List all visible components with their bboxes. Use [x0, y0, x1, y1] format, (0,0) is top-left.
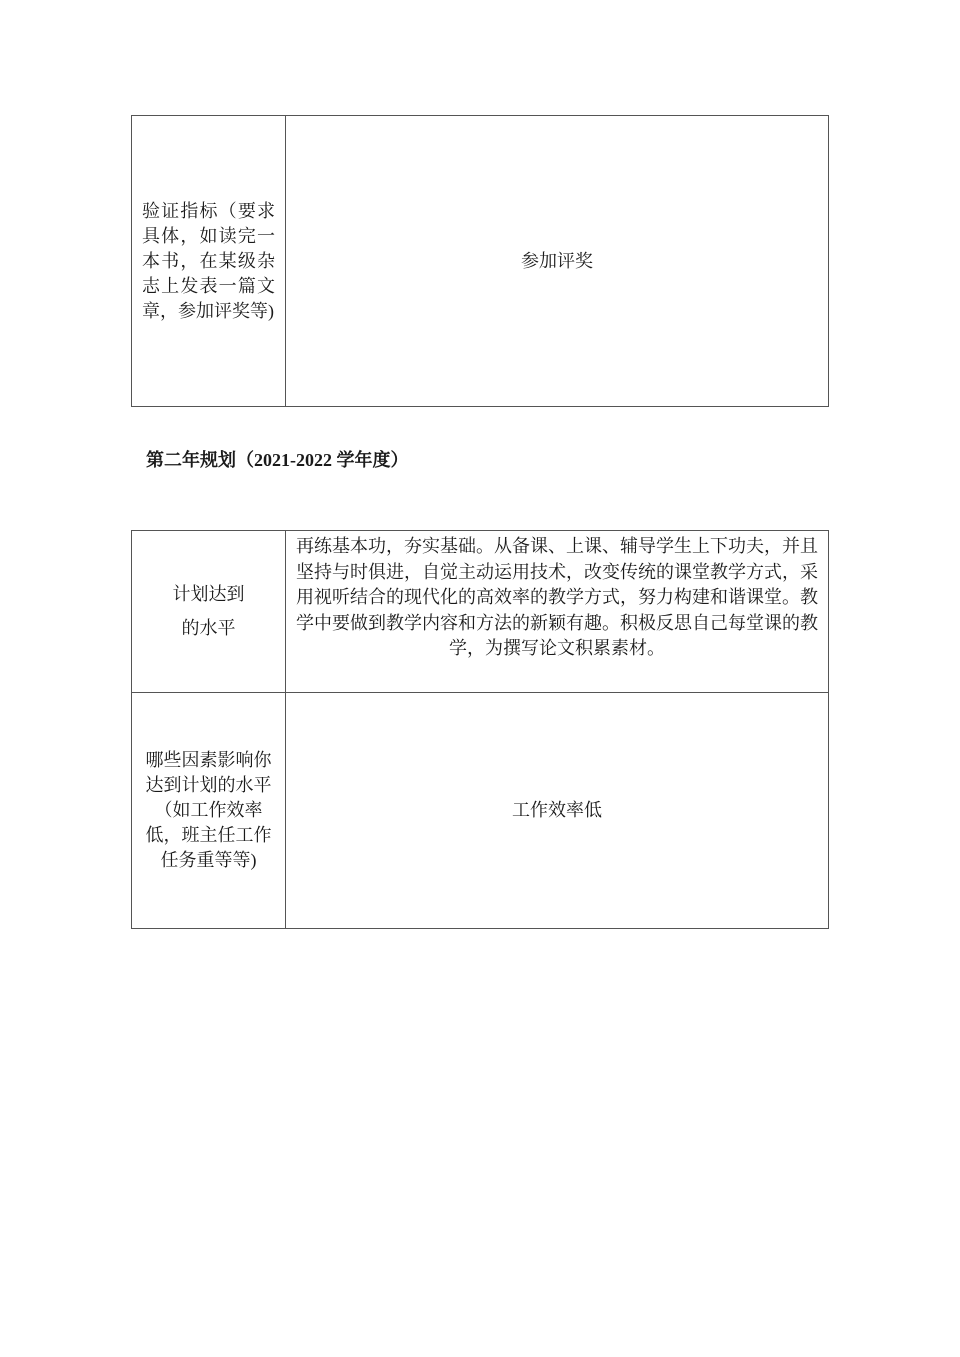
table-row — [132, 531, 828, 692]
factors-label-cell — [132, 693, 286, 928]
plan-level-label-text — [132, 582, 285, 641]
verification-label-cell — [132, 116, 286, 406]
plan-level-label-line1: 计划达到 — [172, 584, 245, 604]
second-year-plan-table — [131, 530, 829, 929]
plan-level-value-text: 再练基本功，夯实基础。从备课、上课、辅导学生上下功夫，并且坚持与时俱进，自觉主动运用技术，改变传统的课堂教学方式，采用视听结合的现代化的高效率的教学方式，努力构建和谐课堂。教学中要做到教学内容和方法的新颖有趣。积极反思自己每堂课的教学，为撰写论文积累素材。 — [296, 536, 818, 658]
verification-value-text: 参加评奖 — [521, 250, 593, 271]
factors-label-text: 哪些因素影响你达到计划的水平（如工作效率低，班主任工作任务重等等) — [145, 750, 272, 870]
factors-value-cell — [286, 693, 828, 928]
plan-level-value-cell — [286, 531, 828, 692]
table-row — [132, 116, 828, 406]
verification-table — [131, 115, 829, 407]
verification-label-text: 验证指标（要求具体，如读完一本书，在某级杂志上发表一篇文章，参加评奖等) — [142, 200, 275, 321]
plan-level-label-cell — [132, 531, 286, 692]
plan-level-label-line2: 的水平 — [181, 618, 236, 638]
factors-value-text: 工作效率低 — [512, 800, 602, 820]
verification-value-cell — [286, 116, 828, 406]
table-row — [132, 692, 828, 928]
second-year-plan-heading: 第二年规划（2021-2022 学年度） — [146, 450, 409, 470]
